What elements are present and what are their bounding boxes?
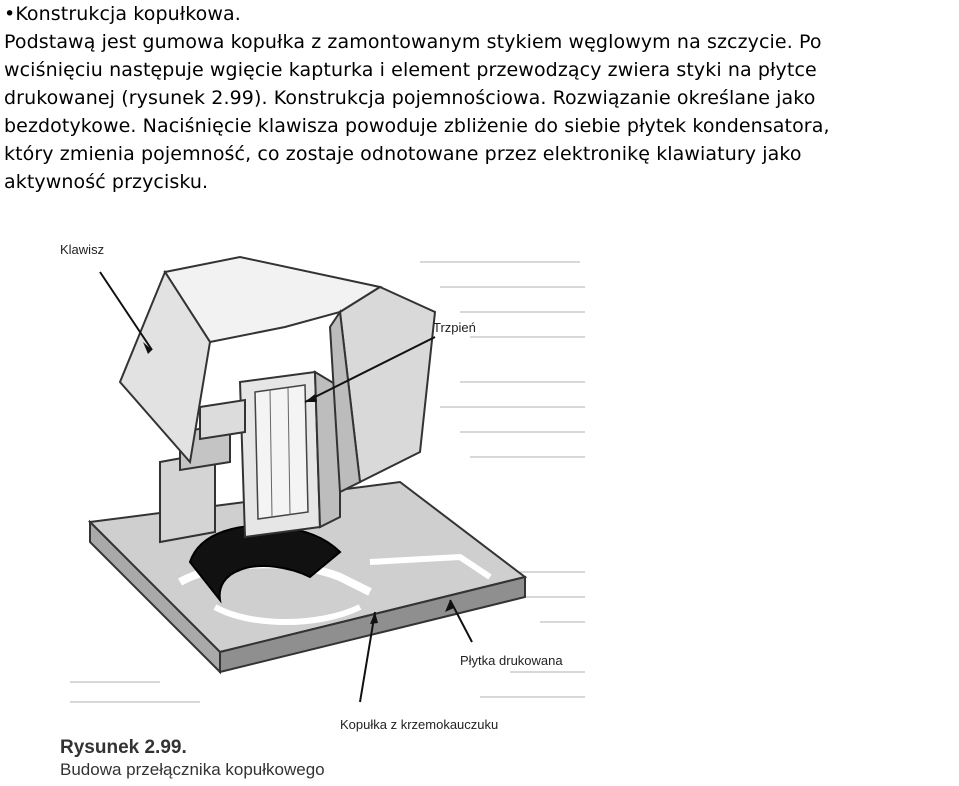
figure-caption [60,737,325,780]
paragraph-line: aktywność przycisku. [4,171,209,193]
bullet: • [4,3,16,25]
pcb-label: Płytka drukowana [460,653,563,668]
plunger-label: Trzpień [433,320,476,335]
heading: Konstrukcja kopułkowa. [15,3,241,25]
heading-line [4,0,959,28]
paragraph-line: drukowanej (rysunek 2.99). Konstrukcja pojemnościowa. Rozwiązanie określane jako [4,87,816,109]
caption-subtitle: Budowa przełącznika kopułkowego [60,760,325,779]
paragraph-line: który zmienia pojemność, co zostaje odnotowane przez elektronikę klawiatury jako [4,143,802,165]
paragraph-line: Podstawą jest gumowa kopułka z zamontowanym stykiem węglowym na szczycie. Po [4,31,822,53]
dome-label: Kopułka z krzemokauczuku [340,717,499,732]
body-text [4,0,959,196]
caption-title: Rysunek 2.99. [60,737,187,758]
paragraph-line: wciśnięciu następuje wgięcie kapturka i element przewodzący zwiera styki na płytce [4,59,817,81]
paragraph-line: bezdotykowe. Naciśnięcie klawisza powoduje zbliżenie do siebie płytek kondensatora, [4,115,830,137]
dome-switch-figure [40,232,588,786]
key-label: Klawisz [60,242,105,257]
